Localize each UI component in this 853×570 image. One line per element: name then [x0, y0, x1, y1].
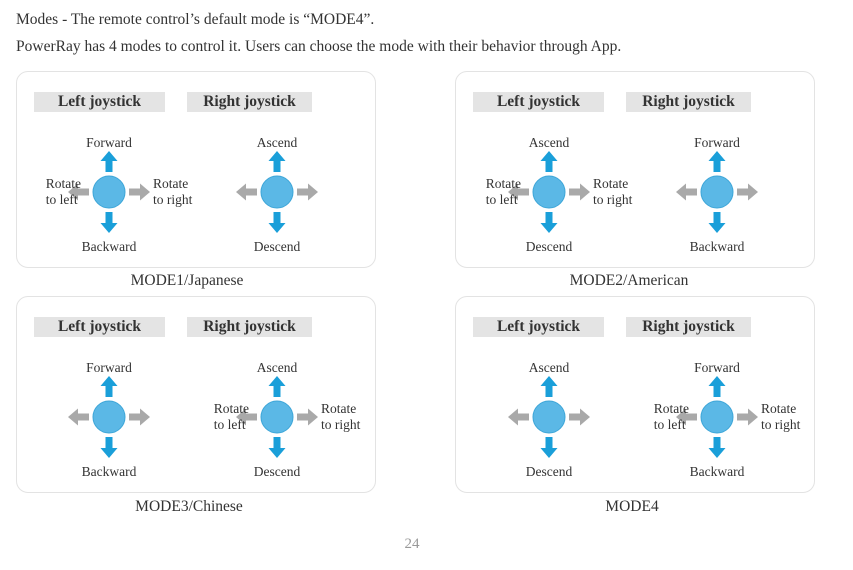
left-joystick-title: Left joystick: [473, 92, 604, 112]
down-label: Descend: [525, 464, 573, 479]
arrow-down-icon: [269, 212, 286, 233]
mode-panel: [16, 296, 376, 493]
right-label: Rotate to right: [153, 176, 193, 207]
right-joystick-pad: [717, 192, 718, 193]
mode-caption: MODE1/Japanese: [130, 272, 244, 289]
page-number: 24: [404, 536, 420, 552]
left-joystick-title: Left joystick: [34, 317, 165, 337]
arrow-down-icon: [101, 437, 118, 458]
right-label: Rotate to right: [593, 176, 633, 207]
right-joystick-title: Right joystick: [187, 317, 312, 337]
up-label: Ascend: [256, 360, 298, 375]
left-joystick-pad: [109, 417, 110, 418]
right-joystick-title: Right joystick: [626, 317, 751, 337]
up-label: Forward: [86, 360, 132, 375]
right-joystick-title: Right joystick: [187, 92, 312, 112]
left-label: Rotate to left: [485, 176, 521, 207]
arrow-left-icon: [236, 184, 257, 201]
mode-panel: [16, 71, 376, 268]
arrow-right-icon: [297, 184, 318, 201]
arrow-right-icon: [297, 409, 318, 426]
right-joystick-pad: [717, 417, 718, 418]
up-label: Forward: [694, 360, 740, 375]
up-label: Ascend: [256, 135, 298, 150]
arrow-up-icon: [541, 376, 558, 397]
arrow-up-icon: [709, 376, 726, 397]
joystick-knob: [533, 176, 565, 208]
joystick-knob: [701, 401, 733, 433]
arrow-up-icon: [269, 376, 286, 397]
arrow-down-icon: [101, 212, 118, 233]
arrow-left-icon: [676, 184, 697, 201]
joystick-knob: [261, 401, 293, 433]
arrow-down-icon: [541, 212, 558, 233]
left-label: Rotate to left: [653, 401, 689, 432]
arrow-right-icon: [569, 409, 590, 426]
joystick-arrows: [672, 147, 763, 238]
mode-panel: [455, 296, 815, 493]
right-label: Rotate to right: [761, 401, 801, 432]
down-label: Backward: [81, 239, 137, 254]
up-label: Forward: [694, 135, 740, 150]
arrow-left-icon: [508, 409, 529, 426]
arrow-up-icon: [709, 151, 726, 172]
arrow-right-icon: [129, 184, 150, 201]
left-label: Rotate to left: [213, 401, 249, 432]
joystick-arrows: [504, 372, 595, 463]
left-joystick-pad: [549, 417, 550, 418]
arrow-right-icon: [569, 184, 590, 201]
arrow-down-icon: [709, 437, 726, 458]
down-label: Descend: [525, 239, 573, 254]
modes-description: PowerRay has 4 modes to control it. Users can choose the mode with their behavior through App.: [16, 38, 622, 55]
mode-caption: MODE4: [605, 498, 659, 515]
arrow-up-icon: [269, 151, 286, 172]
joystick-knob: [701, 176, 733, 208]
left-joystick-title: Left joystick: [34, 92, 165, 112]
arrow-down-icon: [269, 437, 286, 458]
right-joystick-pad: [277, 192, 278, 193]
joystick-arrows: [232, 147, 323, 238]
up-label: Ascend: [528, 360, 570, 375]
down-label: Backward: [81, 464, 137, 479]
up-label: Ascend: [528, 135, 570, 150]
arrow-up-icon: [101, 151, 118, 172]
joystick-knob: [93, 176, 125, 208]
mode-panel: [455, 71, 815, 268]
joystick-knob: [261, 176, 293, 208]
up-label: Forward: [86, 135, 132, 150]
arrow-up-icon: [101, 376, 118, 397]
modes-heading: Modes - The remote control’s default mode is “MODE4”.: [16, 11, 375, 28]
arrow-right-icon: [737, 184, 758, 201]
arrow-down-icon: [541, 437, 558, 458]
down-label: Backward: [689, 239, 745, 254]
left-joystick-pad: [109, 192, 110, 193]
mode-caption: MODE3/Chinese: [135, 498, 243, 515]
right-joystick-title: Right joystick: [626, 92, 751, 112]
arrow-right-icon: [129, 409, 150, 426]
down-label: Descend: [253, 239, 301, 254]
arrow-right-icon: [737, 409, 758, 426]
right-label: Rotate to right: [321, 401, 361, 432]
arrow-down-icon: [709, 212, 726, 233]
arrow-left-icon: [68, 409, 89, 426]
right-joystick-pad: [277, 417, 278, 418]
joystick-knob: [93, 401, 125, 433]
arrow-up-icon: [541, 151, 558, 172]
left-joystick-pad: [549, 192, 550, 193]
left-label: Rotate to left: [45, 176, 81, 207]
left-joystick-title: Left joystick: [473, 317, 604, 337]
down-label: Descend: [253, 464, 301, 479]
down-label: Backward: [689, 464, 745, 479]
joystick-arrows: [64, 372, 155, 463]
mode-caption: MODE2/American: [569, 272, 689, 289]
joystick-knob: [533, 401, 565, 433]
